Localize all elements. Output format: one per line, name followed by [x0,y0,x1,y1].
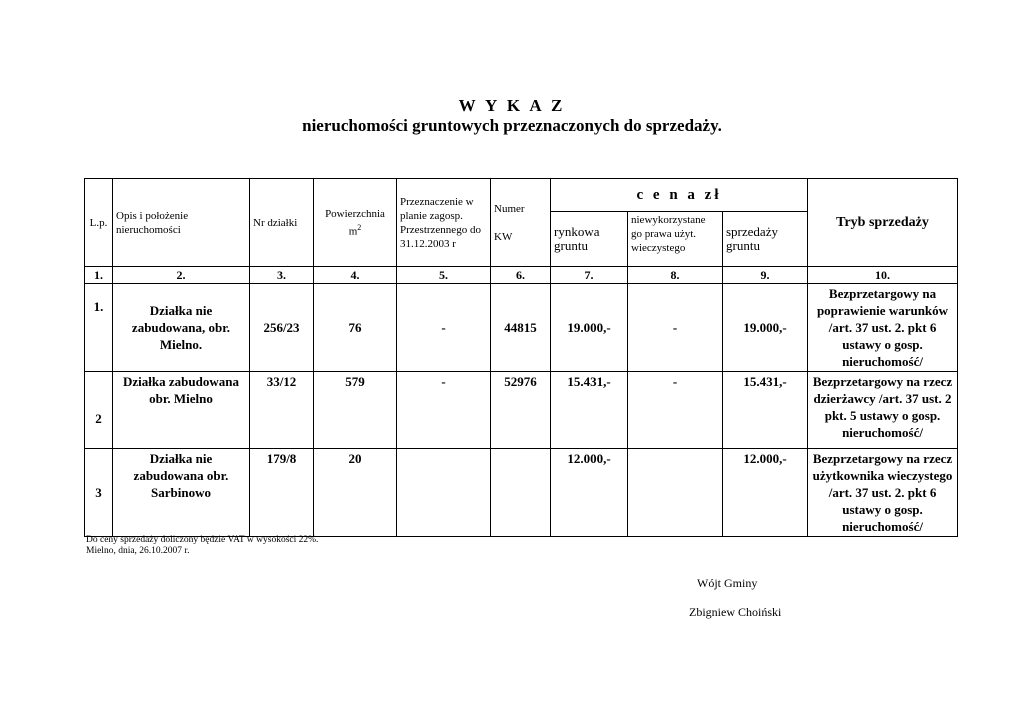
document-title [0,96,1024,136]
col-number: 9. [723,267,808,284]
col-number: 6. [491,267,551,284]
col-number: 1. [85,267,113,284]
col-number: 10. [808,267,958,284]
cell-pow: 579 [314,372,397,449]
col-number: 2. [113,267,250,284]
table-row [85,372,958,449]
cell-lp: 1. [85,284,113,372]
table-row [85,449,958,537]
title-wykaz: W Y K A Z [458,96,566,115]
cell-rynkowa: 15.431,- [551,372,628,449]
cell-lp: 3 [85,449,113,537]
signature-role: Wójt Gminy [697,576,758,590]
vat-note: Do ceny sprzedaży doliczony będzie VAT w wysokości 22%. [86,535,319,545]
cell-tryb: Bezprzetargowy na rzecz użytkownika wieczystego /art. 37 ust. 2. pkt 6 ustawy o gosp. nieruchomość/ [808,449,958,537]
cell-przezn [397,449,491,537]
col-number: 4. [314,267,397,284]
header-rynkowa: rynkowa gruntu [551,212,628,267]
cell-sprzedazy: 19.000,- [723,284,808,372]
cell-sprzedazy: 12.000,- [723,449,808,537]
cell-niewyk: - [628,372,723,449]
col-number: 5. [397,267,491,284]
footnotes [86,535,318,557]
cell-tryb: Bezprzetargowy na poprawienie warunków /art. 37 ust. 2. pkt 6 ustawy o gosp. nieruchomość/ [808,284,958,372]
header-powierzchnia [314,179,397,267]
col-number: 3. [250,267,314,284]
signature-name: Zbigniew Choiński [689,605,782,619]
col-number: 8. [628,267,723,284]
header-numer: Numer [494,202,525,215]
header-nr-dzialki: Nr działki [250,179,314,267]
property-table [84,178,958,537]
place-date: Mielno, dnia, 26.10.2007 r. [86,546,190,556]
header-sprzedazy: sprzedaży gruntu [723,212,808,267]
cell-przezn: - [397,284,491,372]
header-niewykorzystane: niewykorzystane go prawa użyt. wieczystego [628,212,723,267]
header-powierzchnia-unit: m [348,225,358,238]
cell-nr: 256/23 [250,284,314,372]
header-opis: Opis i położenie nieruchomości [113,179,250,267]
header-przeznaczenie: Przeznaczenie w planie zagosp. Przestrzennego do 31.12.2003 r [397,179,491,267]
col-number: 7. [551,267,628,284]
cell-kw [491,449,551,537]
header-lp: L.p. [85,179,113,267]
header-numer-kw [491,179,551,267]
header-tryb: Tryb sprzedaży [808,179,958,267]
cell-nr: 179/8 [250,449,314,537]
table-row [85,284,958,372]
cell-kw: 52976 [491,372,551,449]
cell-rynkowa: 12.000,- [551,449,628,537]
cell-przezn: - [397,372,491,449]
cell-niewyk: - [628,284,723,372]
header-row-1 [85,179,958,212]
header-kw: KW [494,230,513,243]
title-subtitle: nieruchomości gruntowych przeznaczonych do sprzedaży. [302,116,722,135]
cell-pow: 20 [314,449,397,537]
cell-opis: Działka zabudowana obr. Mielno [113,372,250,449]
cell-tryb: Bezprzetargowy na rzecz dzierżawcy /art. 37 ust. 2 pkt. 5 ustawy o gosp. nieruchomość/ [808,372,958,449]
cell-nr: 33/12 [250,372,314,449]
cell-pow: 76 [314,284,397,372]
column-numbers-row [85,267,958,284]
header-powierzchnia-sup: 2 [357,222,362,232]
cell-opis: Działka nie zabudowana, obr. Mielno. [113,284,250,372]
cell-opis: Działka nie zabudowana obr. Sarbinowo [113,449,250,537]
cell-kw: 44815 [491,284,551,372]
cell-lp: 2 [85,372,113,449]
header-powierzchnia-label: Powierzchnia [325,207,385,220]
cell-niewyk [628,449,723,537]
header-cena: c e n a zł [551,179,808,212]
cell-sprzedazy: 15.431,- [723,372,808,449]
cell-rynkowa: 19.000,- [551,284,628,372]
